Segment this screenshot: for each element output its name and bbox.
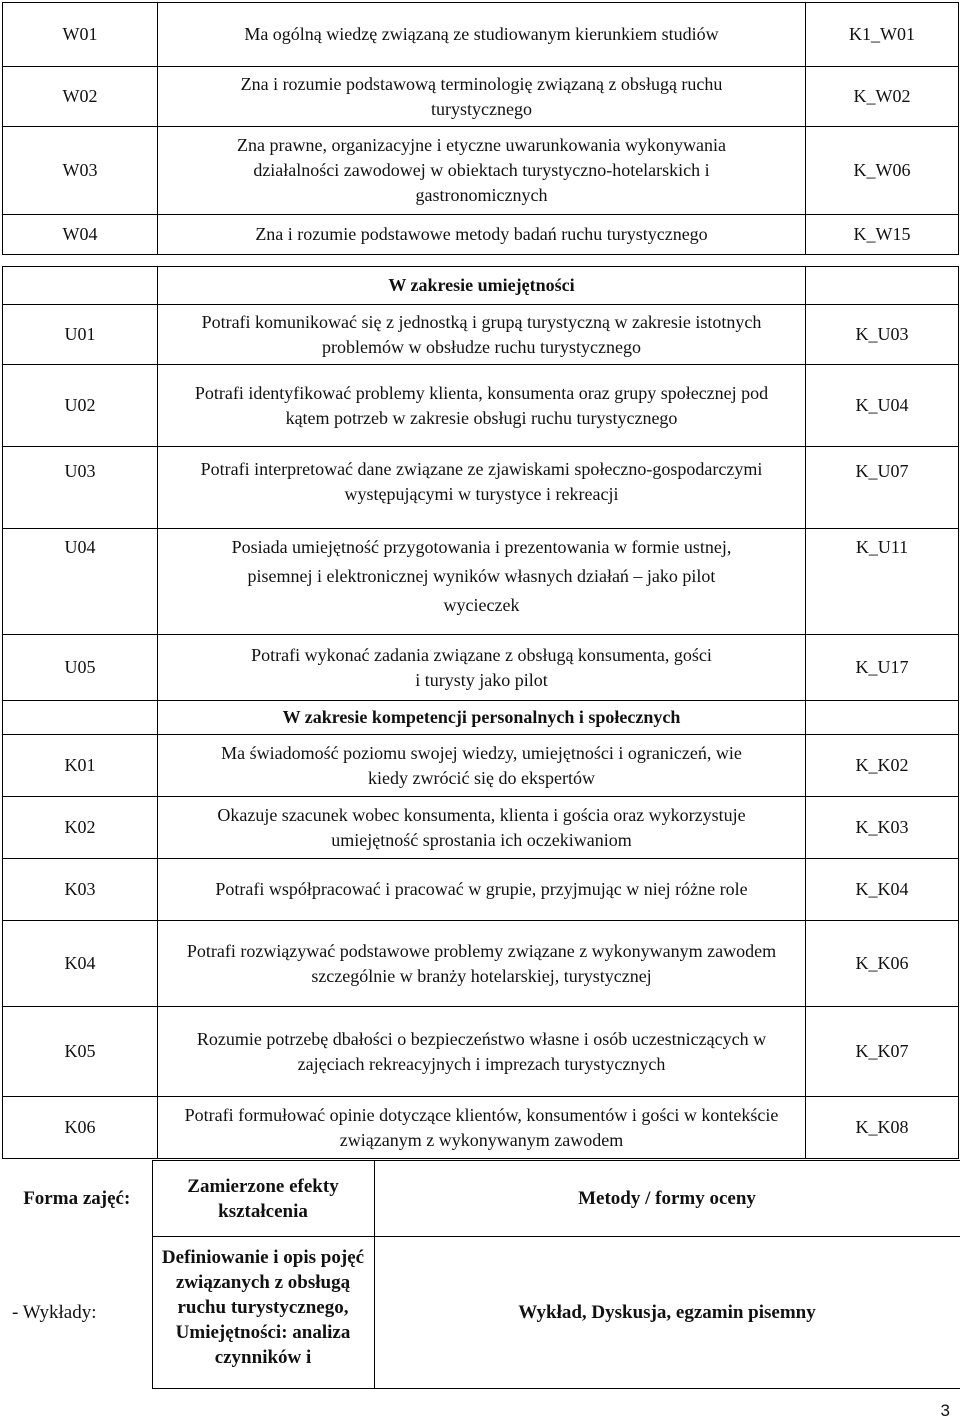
table-row: [3, 365, 959, 447]
effects-cell: Definiowanie i opis pojęć związanych z obsługą ruchu turystycznego, Umiejętności: analiza czynników i: [152, 1237, 374, 1389]
skills-section-header: W zakresie umiejętności: [158, 267, 806, 305]
table-row: [3, 635, 959, 701]
form-cell: - Wykłady:: [2, 1237, 152, 1389]
effect-reference: K_K08: [806, 1097, 959, 1159]
effect-code: K01: [3, 735, 158, 797]
effect-code: U05: [3, 635, 158, 701]
effect-code: U03: [3, 447, 158, 529]
effect-description: Potrafi rozwiązywać podstawowe problemy związane z wykonywanym zawodem szczególnie w branży hotelarskiej, turystycznej: [158, 921, 806, 1007]
effect-code: U04: [3, 529, 158, 635]
effect-code: W02: [3, 67, 158, 127]
effect-description: Potrafi identyfikować problemy klienta, konsumenta oraz grupy społecznej pod kątem potrzeb w zakresie obsługi ruchu turystycznego: [158, 365, 806, 447]
table-row: [3, 859, 959, 921]
effect-reference: K_K07: [806, 1007, 959, 1097]
effect-reference: K_U11: [806, 529, 959, 635]
table-row: [3, 1007, 959, 1097]
table-row: [3, 797, 959, 859]
table-row: [3, 3, 959, 67]
table-row: [3, 529, 959, 635]
effect-code: U01: [3, 305, 158, 365]
effect-code: U02: [3, 365, 158, 447]
table-row: [3, 67, 959, 127]
effect-description: Potrafi wykonać zadania związane z obsługą konsumenta, gości i turysty jako pilot: [158, 635, 806, 701]
effect-description: Potrafi formułować opinie dotyczące klientów, konsumentów i gości w kontekście związanym z wykonywanym zawodem: [158, 1097, 806, 1159]
effect-description: Zna i rozumie podstawowe metody badań ruchu turystycznego: [158, 215, 806, 255]
table-row: [2, 1237, 960, 1389]
effect-description: Potrafi współpracować i pracować w grupie, przyjmując w niej różne role: [158, 859, 806, 921]
effect-code: W04: [3, 215, 158, 255]
effect-description: Potrafi komunikować się z jednostką i grupą turystyczną w zakresie istotnych problemów w obsłudze ruchu turystycznego: [158, 305, 806, 365]
effect-description: Ma świadomość poziomu swojej wiedzy, umiejętności i ograniczeń, wie kiedy zwrócić się do ekspertów: [158, 735, 806, 797]
effect-code: W03: [3, 127, 158, 215]
table-row: [3, 1097, 959, 1159]
section-header-row: [3, 267, 959, 305]
effect-reference: K_K03: [806, 797, 959, 859]
effect-reference: K_U07: [806, 447, 959, 529]
effect-code: K02: [3, 797, 158, 859]
effect-reference: K_K04: [806, 859, 959, 921]
effect-code: K06: [3, 1097, 158, 1159]
effect-description: Potrafi interpretować dane związane ze zjawiskami społeczno-gospodarczymi występującymi w turystyce i rekreacji: [158, 447, 806, 529]
table-row: [2, 1161, 960, 1237]
class-forms-table: [2, 1160, 960, 1389]
page-number: 3: [940, 1401, 950, 1420]
skills-competence-table: [2, 266, 959, 1159]
effects-column-header: Zamierzone efekty kształcenia: [152, 1161, 374, 1237]
competence-section-header: W zakresie kompetencji personalnych i społecznych: [158, 701, 806, 735]
effect-reference: K_K06: [806, 921, 959, 1007]
section-header-row: [3, 701, 959, 735]
table-row: [3, 215, 959, 255]
effect-description: Ma ogólną wiedzę związaną ze studiowanym kierunkiem studiów: [158, 3, 806, 67]
form-column-header: Forma zajęć:: [2, 1161, 152, 1237]
effect-reference: K1_W01: [806, 3, 959, 67]
effect-reference: K_U03: [806, 305, 959, 365]
effect-reference: K_K02: [806, 735, 959, 797]
effect-reference: K_W02: [806, 67, 959, 127]
effect-reference: K_U17: [806, 635, 959, 701]
table-row: [3, 447, 959, 529]
effect-description: Rozumie potrzebę dbałości o bezpieczeństwo własne i osób uczestniczących w zajęciach rekreacyjnych i imprezach turystycznych: [158, 1007, 806, 1097]
effect-code: K05: [3, 1007, 158, 1097]
methods-column-header: Metody / formy oceny: [374, 1161, 960, 1237]
effect-description: Zna prawne, organizacyjne i etyczne uwarunkowania wykonywania działalności zawodowej w obiektach turystyczno-hotelarskich i gastronomicznych: [158, 127, 806, 215]
effect-code: W01: [3, 3, 158, 67]
table-row: [3, 735, 959, 797]
effect-reference: K_W06: [806, 127, 959, 215]
effect-code: K03: [3, 859, 158, 921]
table-row: [3, 921, 959, 1007]
effect-reference: K_U04: [806, 365, 959, 447]
effect-description: Okazuje szacunek wobec konsumenta, klienta i gościa oraz wykorzystuje umiejętność sprostania ich oczekiwaniom: [158, 797, 806, 859]
effect-reference: K_W15: [806, 215, 959, 255]
table-row: [3, 127, 959, 215]
methods-cell: Wykład, Dyskusja, egzamin pisemny: [374, 1237, 960, 1389]
effect-code: K04: [3, 921, 158, 1007]
effect-description: Zna i rozumie podstawową terminologię związaną z obsługą ruchu turystycznego: [158, 67, 806, 127]
effect-description: Posiada umiejętność przygotowania i prezentowania w formie ustnej, pisemnej i elektronicznej wyników własnych działań – jako pilot wycieczek: [158, 529, 806, 635]
knowledge-table: [2, 2, 959, 255]
table-row: [3, 305, 959, 365]
